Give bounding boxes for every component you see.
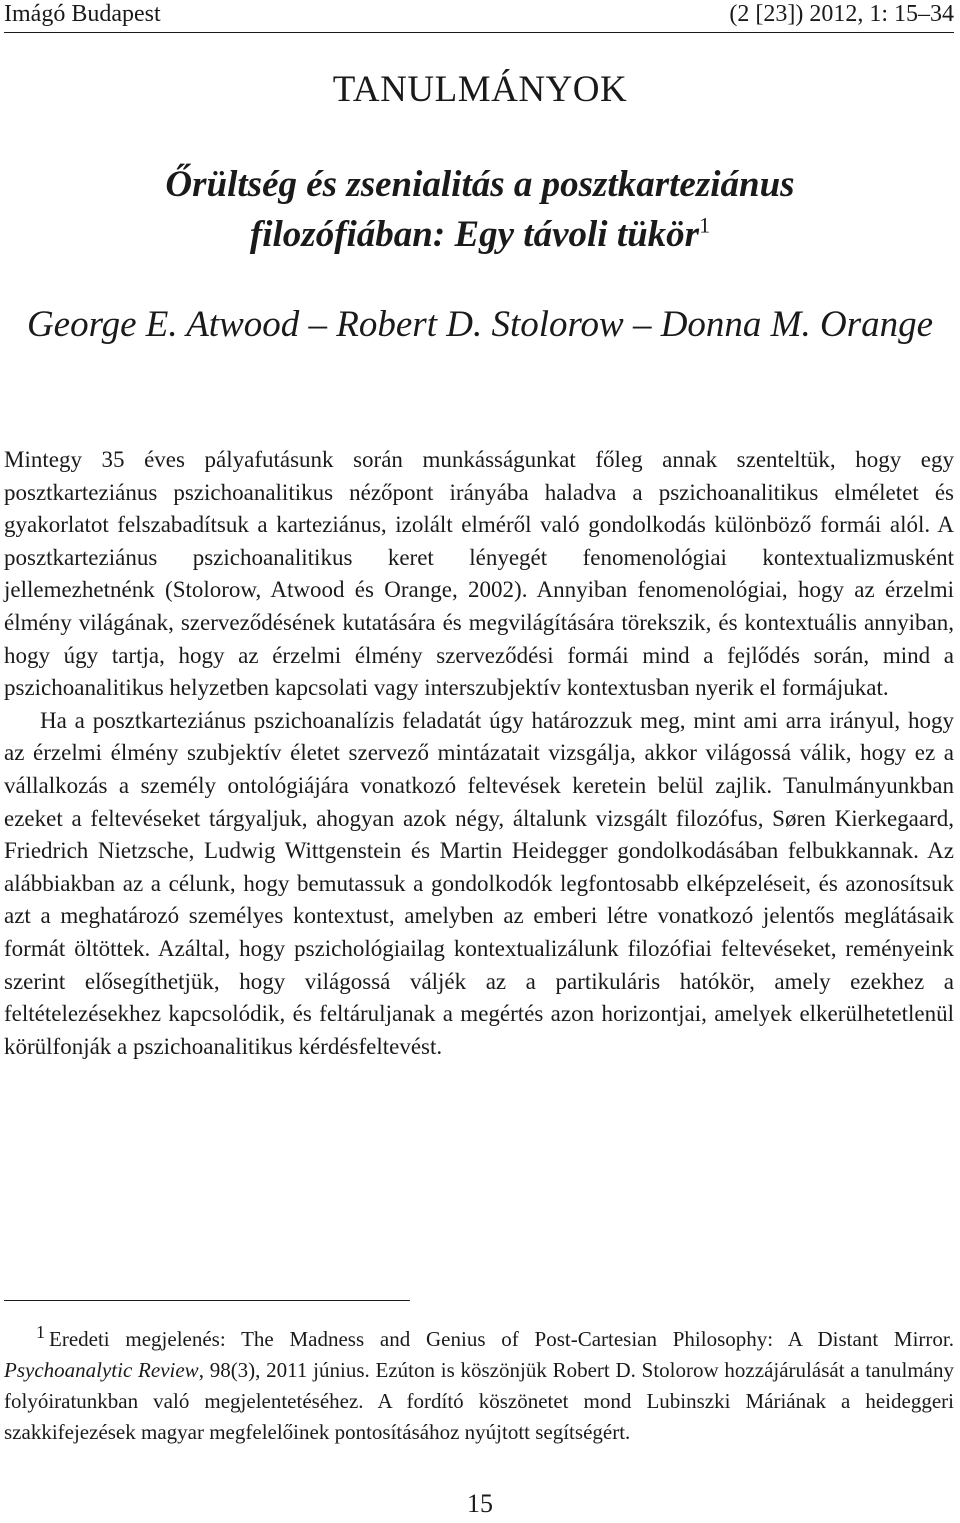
footnote-mark: 1 [36, 1322, 45, 1342]
title-footnote-mark: 1 [699, 212, 711, 238]
article-title-line-1: Őrültség és zsenialitás a posztkarteziánus [165, 164, 795, 205]
article-title-line-2 [0, 210, 960, 260]
footnote-journal-title: Psychoanalytic Review [4, 1358, 199, 1382]
article-title-line-2-text: filozófiában: Egy távoli tükör [249, 214, 700, 255]
footnote-1 [4, 1324, 954, 1448]
footnote-text-end: , 98(3), 2011 június. Ezúton is köszönjük Robert D. Stolorow hozzájárulását a tanulmány folyóiratunkban való megjelentetéséhez. A fordító köszönetet mond Lubinszki Máriának a heideggeri szakkifejezések magyar megfelelőinek pontosításához nyújtott segítségért. [4, 1358, 954, 1444]
body-paragraph-2: Ha a posztkarteziánus pszichoanalízis feladatát úgy határozzuk meg, mint ami arra irányul, hogy az érzelmi élmény szubjektív életet szervező mintázatait vizsgálja, akkor világossá válik, hogy ez a vállalkozás a személy ontológiájára vonatkozó feltevések keretein belül zajlik. Tanulmányunkban ezeket a feltevéseket tárgyaljuk, ahogyan azok négy, általunk vizsgált filozófus, Søren Kierkegaard, Friedrich Nietzsche, Ludwig Wittgenstein és Martin Heidegger gondolkodásában felbukkannak. Az alábbiakban az a célunk, hogy bemutassuk a gondolkodók legfontosabb elképzeléseit, és azonosítsuk azt a meghatározó személyes kontextust, amelyben az emberi létre vonatkozó jelentős meglátásaik formát öltöttek. Azáltal, hogy pszichológiailag kontextualizálunk filozófiai feltevéseket, reményeink szerint elősegíthetjük, hogy világossá váljék az a partikuláris hatókör, amely ezekhez a feltételezésekhez kapcsolódik, és feltáruljanak a megértés azon horizontjai, amelyek elkerülhetetlenül körülfonják a pszichoanalitikus kérdésfeltevést. [4, 707, 954, 1059]
article-title [0, 160, 960, 260]
footnote-separator [4, 1300, 410, 1301]
issue-citation: (2 [23]) 2012, 1: 15–34 [729, 1, 954, 27]
running-header [4, 0, 954, 33]
footnote-paragraph [4, 1324, 954, 1448]
footnote-text-start: Eredeti megjelenés: The Madness and Genius of Post-Cartesian Philosophy: A Distant Mirror. [49, 1327, 954, 1351]
journal-name: Imágó Budapest [4, 1, 161, 27]
author-list: George E. Atwood – Robert D. Stolorow – Donna M. Orange [26, 304, 934, 345]
article-body [4, 444, 954, 1063]
page-number: 15 [467, 1489, 493, 1518]
body-paragraph-1: Mintegy 35 éves pályafutásunk során munkásságunkat főleg annak szenteltük, hogy egy posztkarteziánus pszichoanalitikus nézőpont irányába haladva a pszichoanalitikus elméletet és gyakorlatot felszabadítsuk a karteziánus, izolált elméről való gondolkodás különböző formái alól. A posztkarteziánus pszichoanalitikus keret lényegét fenomenológiai kontextualizmusként jellemezhetnénk (Stolorow, Atwood és Orange, 2002). Annyiban fenomenológiai, hogy az érzelmi élmény világának, szerveződésének kutatására és megvilágítására törekszik, és kontextuális annyiban, hogy úgy tartja, hogy az érzelmi élmény szerveződési formái mind a fejlődés során, mind a pszichoanalitikus helyzetben kapcsolati vagy interszubjektív kontextusban nyerik el formájukat. [4, 447, 954, 701]
section-title: TANULMÁNYOK [332, 69, 628, 110]
